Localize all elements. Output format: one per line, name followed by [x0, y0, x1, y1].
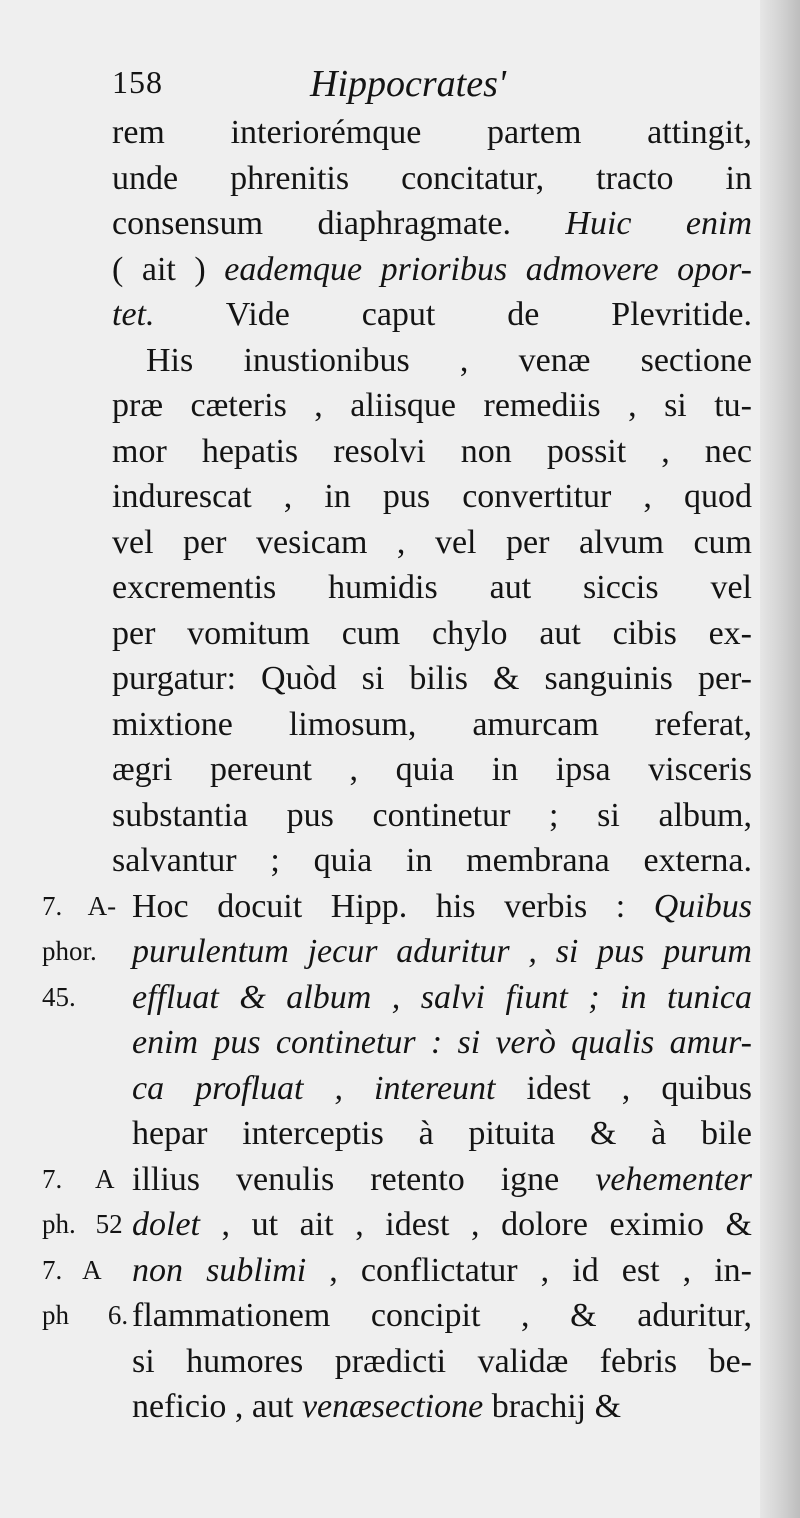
- running-title: Hippocrates': [310, 63, 506, 105]
- margin-note: 45.: [42, 981, 76, 1012]
- text-line-28: si humores prædicti validæ febris be-: [132, 1342, 752, 1380]
- page-header: [112, 60, 752, 110]
- page-number: 158: [112, 64, 163, 100]
- text-line-7: præ cæteris , aliisque remediis , si tu-: [112, 387, 752, 424]
- text-line-15: ægri pereunt , quia in ipsa visceris: [112, 751, 752, 788]
- margin-note: ph 6.: [42, 1300, 129, 1330]
- text-line-25: ph. 52 dolet , ut ait , idest , dolore eximio &: [112, 1202, 760, 1248]
- text-line-6: His inustionibus , venæ sectione: [146, 341, 752, 379]
- text-line-10: vel per vesicam , vel per alvum cum: [112, 523, 752, 561]
- text-line-2: unde phrenitis concitatur, tracto in: [112, 159, 752, 197]
- text-line-17: salvantur ; quia in membrana externa.: [112, 842, 752, 879]
- text-line-13: purgatur: Quòd si bilis & sanguinis per-: [112, 660, 752, 697]
- text-line-4: ( ait ) eademque prioribus admovere opor-: [112, 250, 752, 288]
- body-text: [42, 110, 760, 1430]
- text-line-5: tet. Vide caput de Plevritide.: [112, 296, 752, 333]
- margin-note: phor.: [42, 936, 97, 966]
- margin-note: 7. A: [42, 1254, 102, 1285]
- text-line-29: neficio , aut venæsectione brachij &: [132, 1388, 622, 1425]
- text-line-23: hepar interceptis à pituita & à bile: [132, 1115, 752, 1152]
- text-line-3: consensum diaphragmate. Huic enim: [112, 205, 752, 242]
- text-line-8: mor hepatis resolvi non possit , nec: [112, 432, 752, 470]
- text-line-21: enim pus continetur : si verò qualis amur-: [132, 1024, 752, 1061]
- text-line-20: 45. effluat & album , salvi fiunt ; in tunica: [112, 975, 760, 1021]
- text-line-1: rem interiorémque partem attingit,: [112, 114, 752, 151]
- margin-note: ph. 52: [42, 1209, 123, 1239]
- text-line-24: 7. A illius venulis retento igne vehementer: [112, 1157, 760, 1203]
- text-line-22: ca profluat , intereunt idest , quibus: [132, 1069, 752, 1107]
- text-line-19: phor. purulentum jecur aduritur , si pus purum: [112, 929, 760, 975]
- text-line-18: 7. A- Hoc docuit Hipp. his verbis : Quibus: [112, 884, 760, 930]
- text-line-26: 7. A non sublimi , conflictatur , id est , in-: [112, 1248, 760, 1294]
- margin-note: 7. A-: [42, 890, 117, 921]
- text-line-9: indurescat , in pus convertitur , quod: [112, 478, 752, 515]
- margin-note: 7. A: [42, 1163, 115, 1194]
- text-line-16: substantia pus continetur ; si album,: [112, 796, 752, 834]
- text-line-27: ph 6. flammationem concipit , & aduritur,: [112, 1293, 760, 1339]
- text-line-11: excrementis humidis aut siccis vel: [112, 569, 752, 606]
- text-line-12: per vomitum cum chylo aut cibis ex-: [112, 614, 752, 652]
- page-gutter-shadow: [760, 0, 800, 1518]
- text-line-14: mixtione limosum, amurcam referat,: [112, 705, 752, 743]
